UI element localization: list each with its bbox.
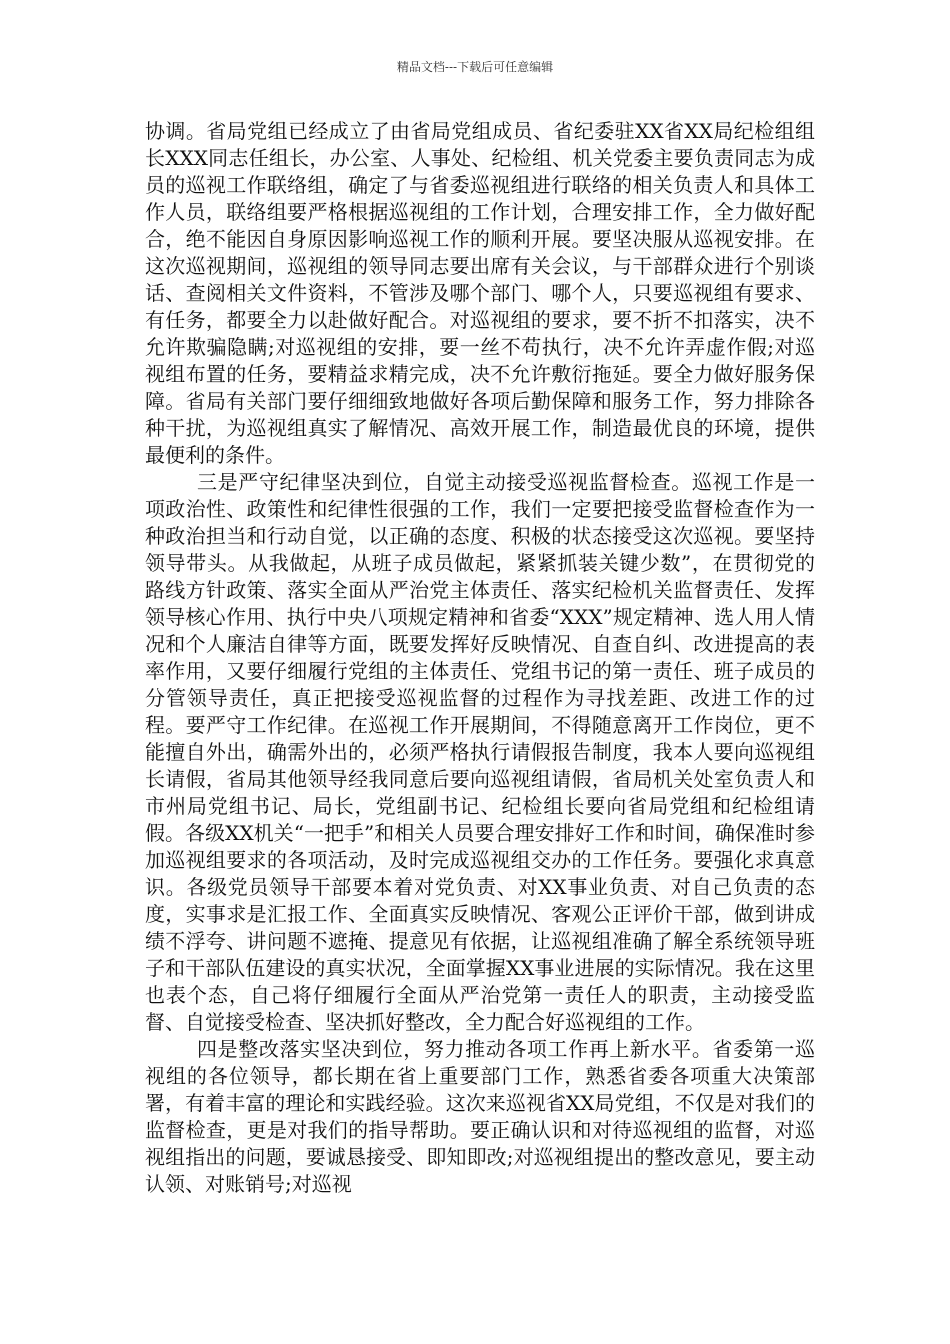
page-header: 精品文档---下载后可任意编辑 <box>396 60 554 74</box>
paragraph-3: 四是整改落实坚决到位，努力推动各项工作再上新水平。省委第一巡视组的各位领导，都长期在省上重要部门工作，熟悉省委各项重大决策部署，有着丰富的理论和实践经验。这次来巡视省XX局党组，不仅是对我们的监督检查，更是对我们的指导帮助。要正确认识和对待巡视组的监督，对巡视组指出的问题，要诚恳接受、即知即改;对巡视组提出的整改意见，要主动认领、对账销号;对巡视 <box>145 1037 815 1196</box>
document-body <box>145 118 815 1198</box>
paragraph-1: 协调。省局党组已经成立了由省局党组成员、省纪委驻XX省XX局纪检组组长XXX同志任组长，办公室、人事处、纪检组、机关党委主要负责同志为成员的巡视工作联络组，确定了与省委巡视组进行联络的相关负责人和具体工作人员，联络组要严格根据巡视组的工作计划，合理安排工作，全力做好配合，绝不能因自身原因影响巡视工作的顺利开展。要坚决服从巡视安排。在这次巡视期间，巡视组的领导同志要出席有关会议，与干部群众进行个别谈话、查阅相关文件资料，不管涉及哪个部门、哪个人，只要巡视组有要求、有任务，都要全力以赴做好配合。对巡视组的要求，要不折不扣落实，决不允许欺骗隐瞒;对巡视组的安排，要一丝不苟执行，决不允许弄虚作假;对巡视组布置的任务，要精益求精完成，决不允许敷衍拖延。要全力做好服务保障。省局有关部门要仔细细致地做好各项后勤保障和服务工作，努力排除各种干扰，为巡视组真实了解情况、高效开展工作，制造最优良的环境，提供最便利的条件。 <box>145 119 815 467</box>
paragraph-2: 三是严守纪律坚决到位，自觉主动接受巡视监督检查。巡视工作是一项政治性、政策性和纪律性很强的工作，我们一定要把接受监督检查作为一种政治担当和行动自觉，以正确的态度、积极的状态接受这次巡视。要坚持领导带头。从我做起，从班子成员做起，紧紧抓装关键少数”，在贯彻党的路线方针政策、落实全面从严治党主体责任、落实纪检机关监督责任、发挥领导核心作用、执行中央八项规定精神和省委“XXX”规定精神、选人用人情况和个人廉洁自律等方面，既要发挥好反映情况、自查自纠、改进提高的表率作用，又要仔细履行党组的主体责任、党组书记的第一责任、班子成员的分管领导责任，真正把接受巡视监督的过程作为寻找差距、改进工作的过程。要严守工作纪律。在巡视工作开展期间，不得随意离开工作岗位，更不能擅自外出，确需外出的，必须严格执行请假报告制度，我本人要向巡视组长请假，省局其他领导经我同意后要向巡视组请假，省局机关处室负责人和市州局党组书记、局长，党组副书记、纪检组长要向省局党组和纪检组请假。各级XX机关“一把手”和相关人员要合理安排好工作和时间，确保准时参加巡视组要求的各项活动，及时完成巡视组交办的工作任务。要强化求真意识。各级党员领导干部要本着对党负责、对XX事业负责、对自己负责的态度，实事求是汇报工作、全面真实反映情况、客观公正评价干部，做到讲成绩不浮夸、讲问题不遮掩、提意见有依据，让巡视组准确了解全系统领导班子和干部队伍建设的真实状况，全面掌握XX事业进展的实际情况。我在这里也表个态，自己将仔细履行全面从严治党第一责任人的职责，主动接受监督、自觉接受检查、坚决抓好整改，全力配合好巡视组的工作。 <box>145 470 815 1034</box>
